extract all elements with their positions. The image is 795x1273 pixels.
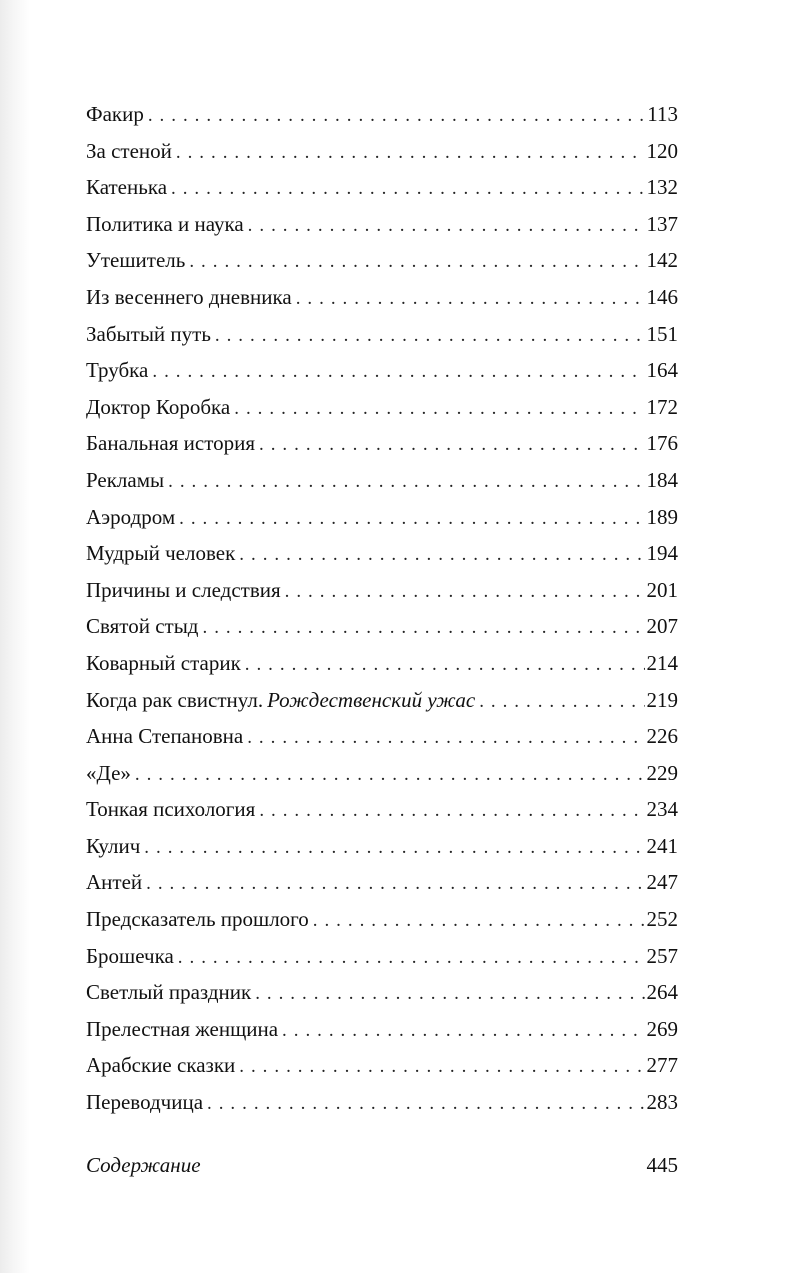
- toc-entry-title: [86, 316, 215, 353]
- toc-entry-title-text: Святой стыд: [86, 614, 199, 639]
- dot-leader: [135, 757, 645, 792]
- toc-entry: [86, 133, 678, 170]
- table-of-contents: [86, 96, 678, 1121]
- toc-entry-page-number: 172: [646, 394, 678, 419]
- toc-entry-title: [86, 608, 203, 645]
- toc-entry-title-text: Рекламы: [86, 467, 165, 492]
- running-head: Содержание: [86, 1153, 201, 1177]
- toc-entry-page-number: 207: [646, 614, 678, 639]
- dot-leader: [247, 720, 644, 755]
- toc-entry: [86, 1084, 678, 1121]
- toc-entry-title-text: Антей: [86, 870, 143, 895]
- toc-entry-title: [86, 645, 245, 682]
- toc-entry-title-text: Доктор Коробка: [86, 394, 231, 419]
- dot-leader: [259, 427, 644, 462]
- toc-entry: [86, 1047, 678, 1084]
- toc-entry-title: [86, 718, 247, 755]
- toc-entry-title-text: Аэродром: [86, 504, 176, 529]
- toc-entry-title: [86, 352, 152, 389]
- toc-entry-title: [86, 462, 168, 499]
- toc-entry-page-number: 132: [646, 175, 678, 200]
- toc-entry: [86, 755, 678, 792]
- dot-leader: [239, 537, 644, 572]
- toc-entry-title-text: Светлый праздник: [86, 980, 252, 1005]
- toc-entry-title: [86, 755, 135, 792]
- toc-entry-title: [86, 389, 234, 426]
- toc-entry-title-text: Мудрый человек: [86, 541, 236, 566]
- toc-entry-title: [86, 791, 259, 828]
- toc-entry-page-number: 219: [646, 687, 678, 712]
- toc-entry-title: [86, 535, 239, 572]
- toc-entry-title: [86, 499, 179, 536]
- toc-entry-title: [86, 133, 176, 170]
- dot-leader: [313, 903, 645, 938]
- toc-entry-page-number: 214: [646, 650, 678, 675]
- toc-entry-title: [86, 572, 285, 609]
- dot-leader: [296, 281, 645, 316]
- toc-entry-title-text: Переводчица: [86, 1090, 204, 1115]
- dot-leader: [255, 976, 644, 1011]
- toc-entry: [86, 974, 678, 1011]
- toc-entry: [86, 828, 678, 865]
- toc-entry-title: [86, 279, 296, 316]
- dot-leader: [189, 244, 644, 279]
- toc-entry: [86, 389, 678, 426]
- toc-entry: [86, 96, 678, 133]
- toc-entry-title-text: Прелестная женщина: [86, 1016, 279, 1041]
- dot-leader: [171, 171, 644, 206]
- toc-entry-title-text: Арабские сказки: [86, 1053, 236, 1078]
- toc-entry-title-text: Анна Степановна: [86, 724, 244, 749]
- toc-entry-page-number: 247: [646, 870, 678, 895]
- toc-entry-page-number: 264: [646, 980, 678, 1005]
- toc-entry-title: [86, 828, 144, 865]
- dot-leader: [148, 98, 645, 133]
- dot-leader: [179, 501, 644, 536]
- dot-leader: [282, 1013, 644, 1048]
- dot-leader: [178, 940, 645, 975]
- toc-entry-page-number: 283: [646, 1090, 678, 1115]
- dot-leader: [234, 391, 644, 426]
- toc-entry-subtitle: Рождественский ужас: [267, 687, 476, 712]
- toc-entry-page-number: 176: [646, 431, 678, 456]
- toc-entry-page-number: 142: [646, 248, 678, 273]
- toc-entry: [86, 901, 678, 938]
- toc-entry-page-number: 257: [646, 943, 678, 968]
- dot-leader: [259, 793, 644, 828]
- toc-entry-page-number: 184: [646, 467, 678, 492]
- toc-entry-page-number: 234: [646, 797, 678, 822]
- dot-leader: [207, 1086, 644, 1121]
- dot-leader: [285, 574, 645, 609]
- toc-entry: [86, 279, 678, 316]
- toc-entry-title-text: Тонкая психология: [86, 797, 256, 822]
- toc-entry: [86, 572, 678, 609]
- toc-entry-page-number: 201: [646, 577, 678, 602]
- toc-entry: [86, 316, 678, 353]
- toc-entry-page-number: 229: [646, 760, 678, 785]
- toc-entry-title: [86, 1084, 207, 1121]
- toc-entry: [86, 462, 678, 499]
- toc-entry-title-text: Брошечка: [86, 943, 174, 968]
- toc-entry-page-number: 194: [646, 541, 678, 566]
- dot-leader: [248, 208, 645, 243]
- toc-entry: [86, 1011, 678, 1048]
- toc-entry: [86, 499, 678, 536]
- toc-entry-page-number: 151: [646, 321, 678, 346]
- toc-entry-title: [86, 206, 248, 243]
- toc-entry-page-number: 120: [646, 138, 678, 163]
- toc-entry-title: [86, 974, 255, 1011]
- toc-entry-title-text: Факир: [86, 102, 144, 126]
- toc-entry: [86, 242, 678, 279]
- toc-entry-page-number: 226: [646, 724, 678, 749]
- toc-entry: [86, 425, 678, 462]
- toc-entry-title-text: Причины и следствия: [86, 577, 281, 602]
- toc-entry: [86, 938, 678, 975]
- toc-entry-page-number: 277: [646, 1053, 678, 1078]
- toc-entry-title-text: Политика и наука: [86, 211, 244, 236]
- page-footer: [86, 1150, 678, 1180]
- dot-leader: [146, 866, 644, 901]
- dot-leader: [479, 684, 644, 719]
- dot-leader: [144, 830, 644, 865]
- toc-entry-title: [86, 242, 189, 279]
- toc-entry-title-text: Утешитель: [86, 248, 186, 273]
- toc-entry-page-number: 241: [646, 833, 678, 858]
- toc-entry: [86, 864, 678, 901]
- dot-leader: [215, 318, 645, 353]
- toc-entry-title-text: «Де»: [86, 760, 131, 785]
- toc-entry-page-number: 269: [646, 1016, 678, 1041]
- toc-entry-title-text: Предсказатель прошлого: [86, 907, 309, 932]
- toc-entry: [86, 206, 678, 243]
- toc-entry-title-text: Банальная история: [86, 431, 256, 456]
- toc-entry-title-text: Кулич: [86, 833, 141, 858]
- toc-entry-title: [86, 901, 313, 938]
- toc-entry-title-text: За стеной: [86, 138, 172, 163]
- dot-leader: [176, 135, 645, 170]
- toc-entry-title-text: Когда рак свистнул.: [86, 687, 264, 712]
- toc-entry-title: [86, 96, 148, 133]
- page-number: 445: [646, 1153, 678, 1177]
- dot-leader: [168, 464, 644, 499]
- toc-entry-title: [86, 938, 178, 975]
- dot-leader: [239, 1049, 644, 1084]
- dot-leader: [152, 354, 644, 389]
- toc-entry-page-number: 113: [647, 102, 678, 126]
- toc-entry-title: [86, 169, 171, 206]
- toc-entry-page-number: 146: [646, 284, 678, 309]
- toc-entry: [86, 791, 678, 828]
- toc-entry: [86, 645, 678, 682]
- toc-entry: [86, 352, 678, 389]
- dot-leader: [245, 647, 645, 682]
- dot-leader: [203, 610, 645, 645]
- toc-entry-page-number: 252: [646, 907, 678, 932]
- toc-entry-title: [86, 425, 259, 462]
- toc-entry: [86, 169, 678, 206]
- toc-entry-title: [86, 1047, 239, 1084]
- toc-entry: [86, 535, 678, 572]
- toc-entry: [86, 682, 678, 719]
- toc-entry-title: [86, 1011, 282, 1048]
- toc-entry-title-text: Трубка: [86, 358, 149, 383]
- toc-entry: [86, 608, 678, 645]
- toc-entry-title-text: Катенька: [86, 175, 168, 200]
- toc-entry-page-number: 137: [646, 211, 678, 236]
- toc-entry: [86, 718, 678, 755]
- toc-entry-title-text: Из весеннего дневника: [86, 284, 292, 309]
- toc-entry-page-number: 189: [646, 504, 678, 529]
- toc-entry-page-number: 164: [646, 358, 678, 383]
- toc-entry-title-text: Коварный старик: [86, 650, 241, 675]
- toc-entry-title: [86, 864, 146, 901]
- toc-entry-title-text: Забытый путь: [86, 321, 211, 346]
- toc-entry-title: [86, 682, 479, 719]
